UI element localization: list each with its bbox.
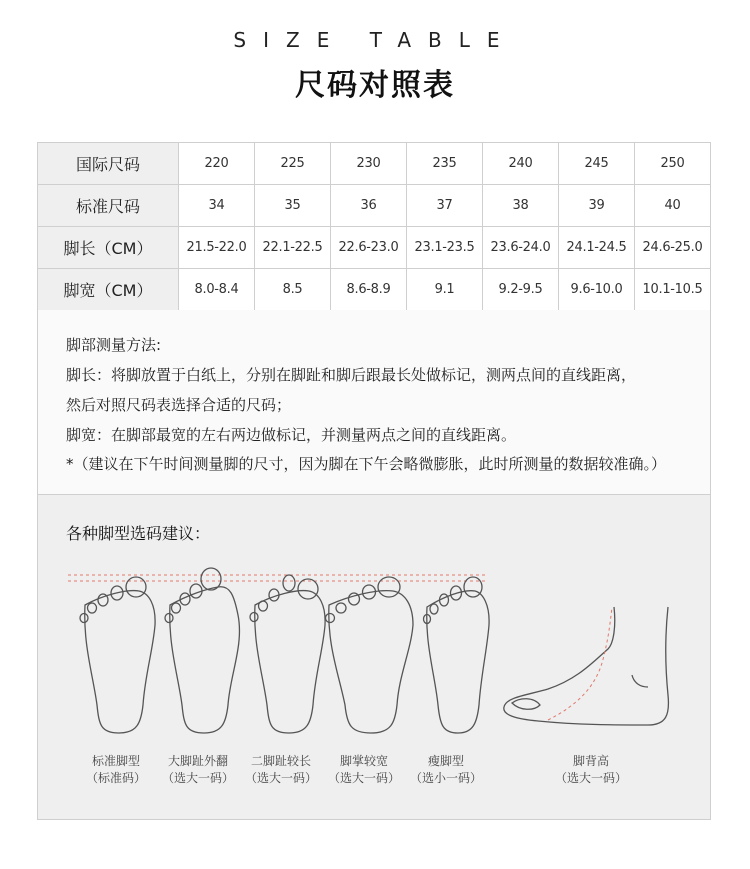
size-table-cell: 240 — [483, 143, 559, 185]
foot-type-caption-standard — [81, 753, 151, 787]
foot-type-advice: （选大一码） — [554, 771, 627, 785]
size-table-cell: 9.1 — [407, 269, 483, 311]
size-table-row-header: 标准尺码 — [38, 185, 179, 227]
size-table — [37, 142, 711, 311]
measure-line: 然后对照尺码表选择合适的尺码； — [66, 396, 292, 414]
size-table-cell: 23.6-24.0 — [483, 227, 559, 269]
size-table-cell: 38 — [483, 185, 559, 227]
size-table-row — [38, 269, 711, 311]
size-table-cell: 39 — [559, 185, 635, 227]
instep-guide-line — [548, 607, 612, 720]
long-second-toe-foot-icon — [250, 575, 325, 733]
foot-type-heading: 各种脚型选码建议： — [66, 524, 211, 543]
size-table-row-header: 国际尺码 — [38, 143, 179, 185]
size-table-cell: 21.5-22.0 — [179, 227, 255, 269]
foot-type-caption-slim — [408, 753, 484, 787]
size-table-cell: 230 — [331, 143, 407, 185]
size-table-cell: 250 — [635, 143, 711, 185]
size-table-cell: 235 — [407, 143, 483, 185]
size-table-cell: 36 — [331, 185, 407, 227]
foot-type-name: 标准脚型 — [91, 754, 140, 768]
foot-type-name: 二脚趾较长 — [250, 754, 311, 768]
measure-line: 脚长：将脚放置于白纸上，分别在脚趾和脚后跟最长处做标记，测两点间的直线距离， — [66, 366, 637, 384]
foot-type-advice: （选小一码） — [409, 771, 482, 785]
bunion-foot-icon — [165, 568, 239, 733]
foot-type-caption-wide — [326, 753, 402, 787]
size-table-cell: 220 — [179, 143, 255, 185]
foot-type-advice: （选大一码） — [161, 771, 234, 785]
foot-type-panel — [37, 494, 711, 820]
size-table-cell: 23.1-23.5 — [407, 227, 483, 269]
size-table-cell: 225 — [255, 143, 331, 185]
measure-method-panel — [37, 310, 711, 494]
measure-heading: 脚部测量方法: — [66, 336, 162, 354]
size-table-cell: 10.1-10.5 — [635, 269, 711, 311]
high-instep-foot-icon — [504, 607, 669, 725]
slim-foot-icon — [424, 577, 490, 733]
size-table-cell: 9.6-10.0 — [559, 269, 635, 311]
foot-type-name: 脚背高 — [572, 754, 609, 768]
foot-type-name: 脚掌较宽 — [339, 754, 388, 768]
foot-type-caption-long-second-toe — [243, 753, 319, 787]
size-table-cell: 9.2-9.5 — [483, 269, 559, 311]
size-table-cell: 8.6-8.9 — [331, 269, 407, 311]
size-table-cell: 34 — [179, 185, 255, 227]
size-table-row-header: 脚宽（CM） — [38, 269, 179, 311]
measure-line: 脚宽：在脚部最宽的左右两边做标记，并测量两点之间的直线距离。 — [66, 426, 517, 444]
foot-type-caption-high-instep — [553, 753, 629, 787]
size-table-cell: 22.6-23.0 — [331, 227, 407, 269]
size-table-cell: 22.1-22.5 — [255, 227, 331, 269]
size-table-cell: 24.1-24.5 — [559, 227, 635, 269]
standard-foot-icon — [80, 577, 155, 733]
title-english: SIZE TABLE — [233, 28, 517, 52]
foot-type-advice: （选大一码） — [327, 771, 400, 785]
size-table-row — [38, 227, 711, 269]
foot-type-advice: （选大一码） — [244, 771, 317, 785]
measure-note: *（建议在下午时间测量脚的尺寸，因为脚在下午会略微膨胀，此时所测量的数据较准确。） — [66, 455, 667, 473]
size-table-cell: 245 — [559, 143, 635, 185]
size-table-row — [38, 143, 711, 185]
foot-type-name: 大脚趾外翻 — [167, 754, 228, 768]
wide-foot-icon — [326, 577, 414, 733]
size-table-cell: 35 — [255, 185, 331, 227]
title-chinese: 尺码对照表 — [295, 68, 455, 103]
size-table-row — [38, 185, 711, 227]
foot-type-caption-bunion — [160, 753, 236, 787]
size-table-cell: 8.5 — [255, 269, 331, 311]
foot-type-name: 瘦脚型 — [427, 754, 464, 768]
size-table-cell: 37 — [407, 185, 483, 227]
size-table-cell: 8.0-8.4 — [179, 269, 255, 311]
size-table-cell: 24.6-25.0 — [635, 227, 711, 269]
size-table-row-header: 脚长（CM） — [38, 227, 179, 269]
foot-type-advice: （标准码） — [85, 771, 146, 785]
size-table-cell: 40 — [635, 185, 711, 227]
